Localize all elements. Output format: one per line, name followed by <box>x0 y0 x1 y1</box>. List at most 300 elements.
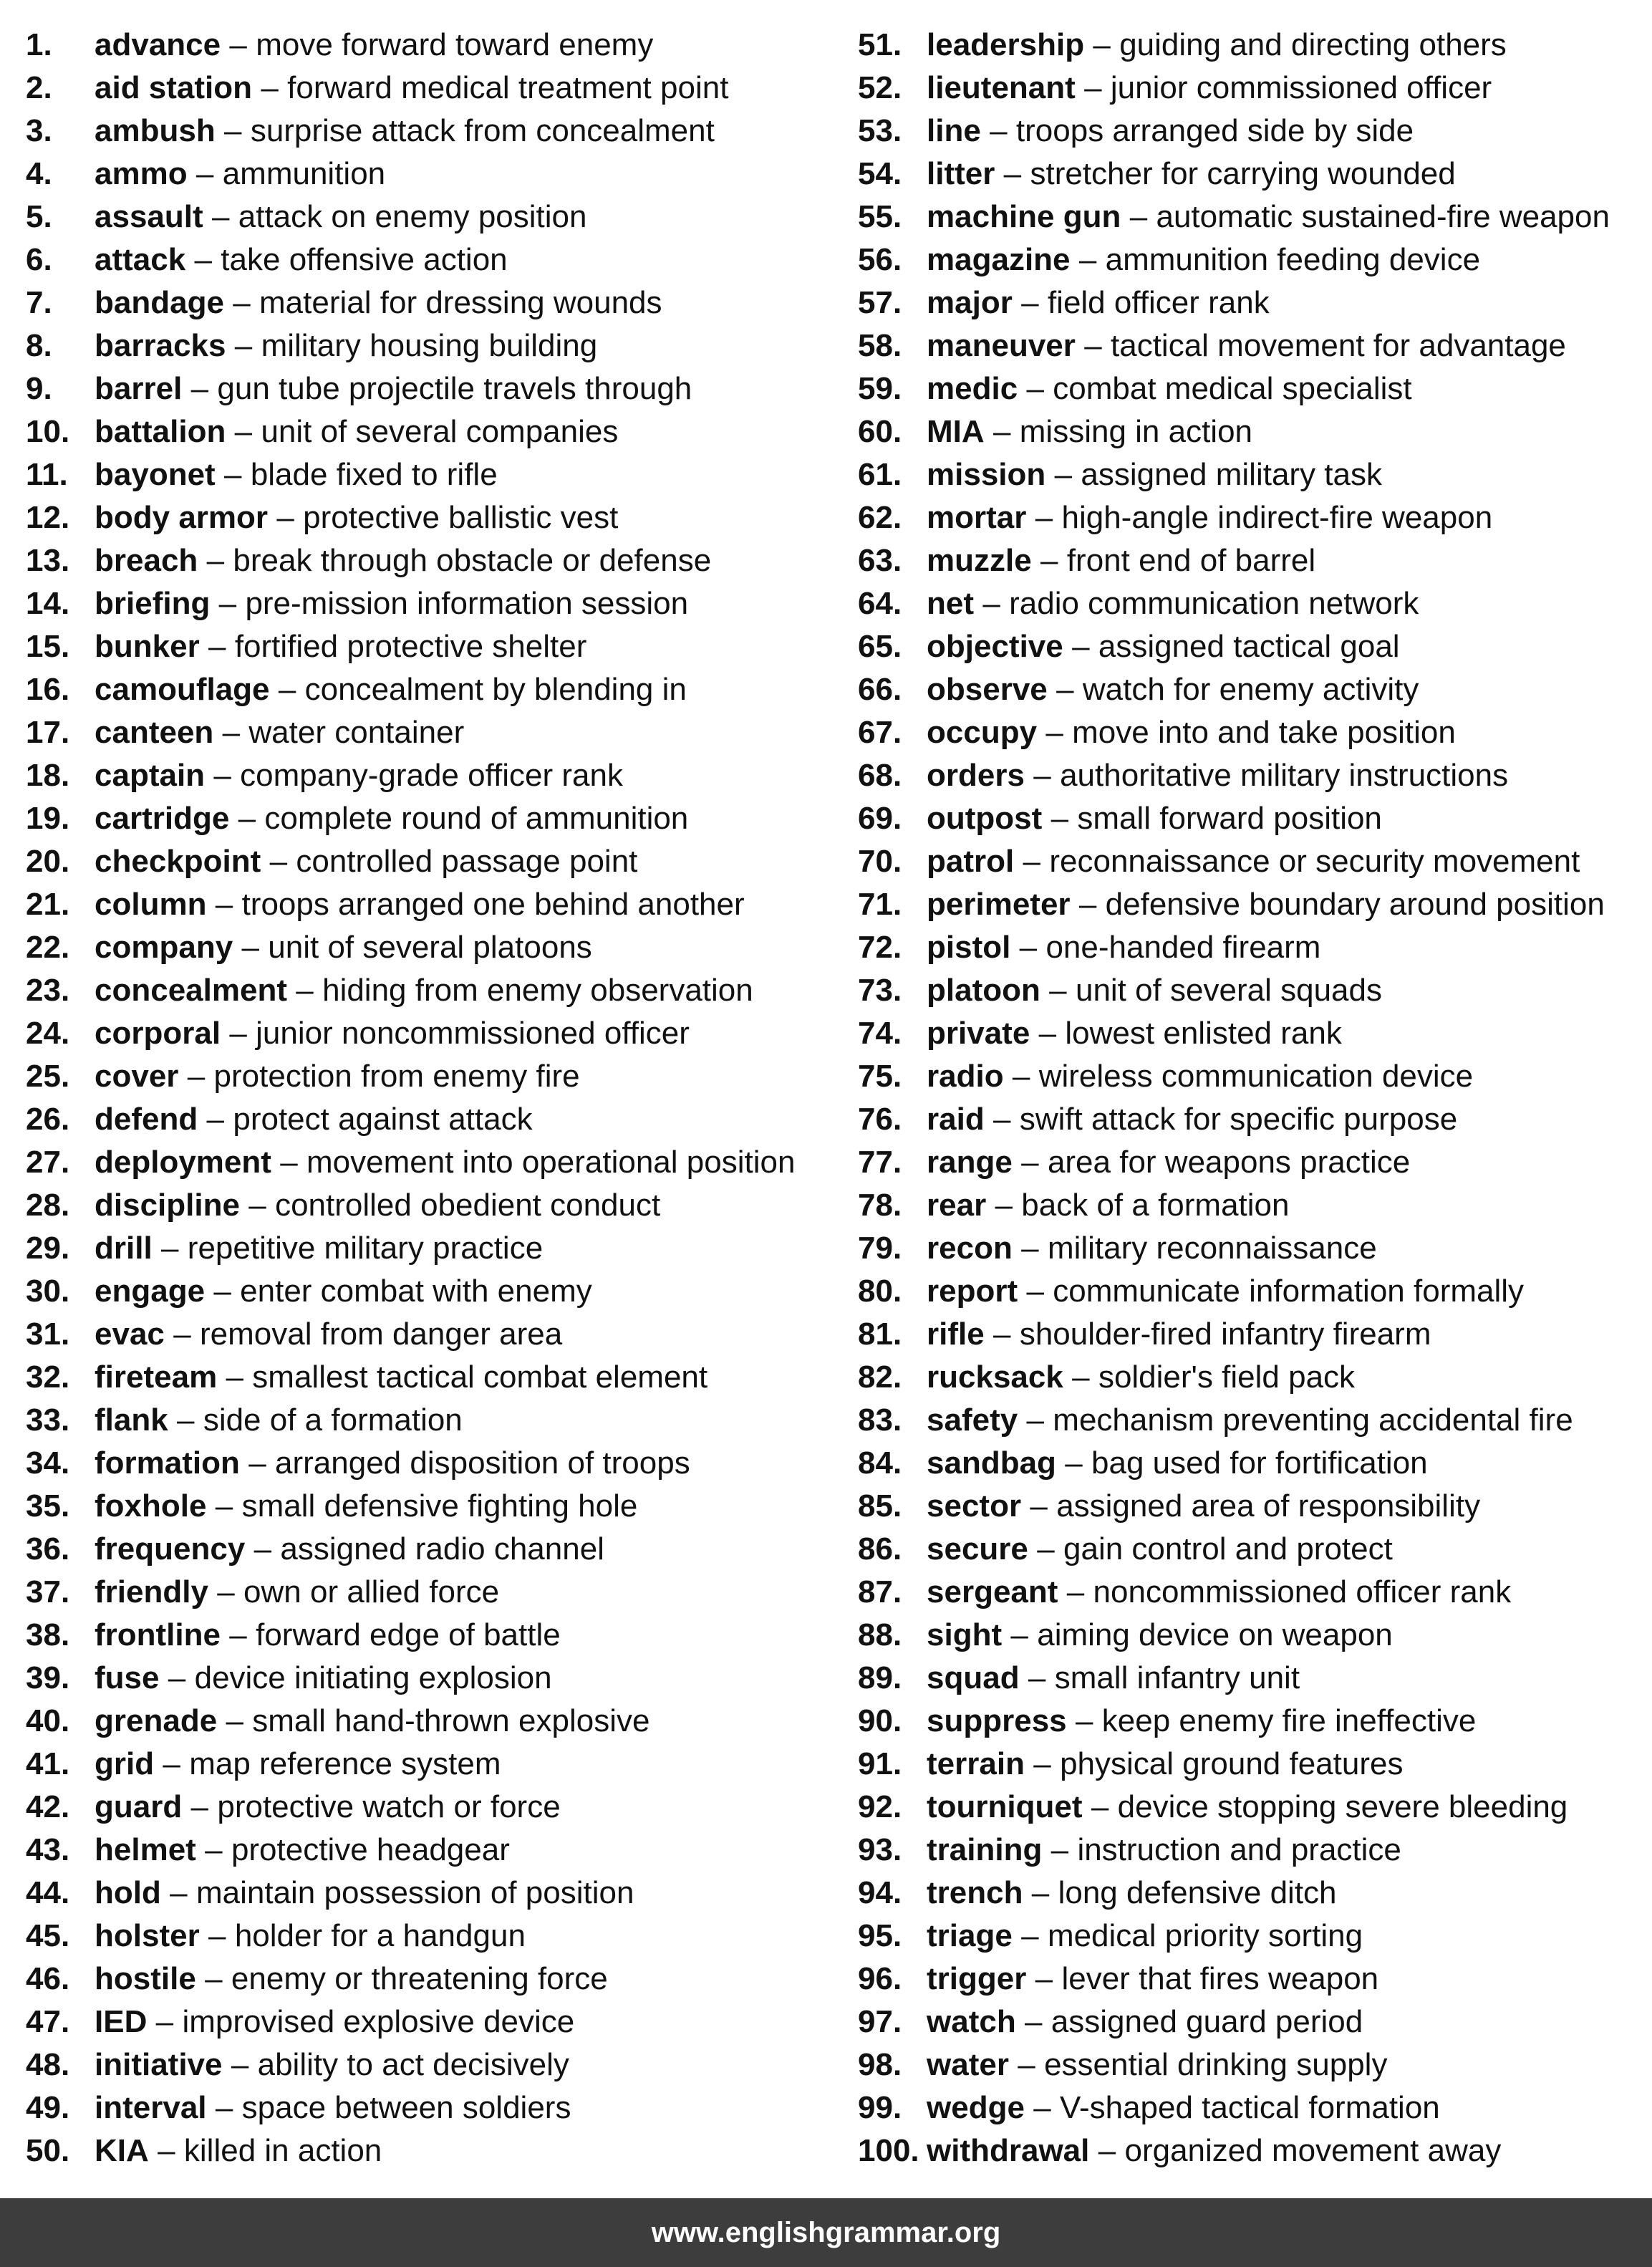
item-term: pistol <box>927 930 1011 965</box>
item-definition: high-angle indirect-fire weapon <box>1061 500 1493 535</box>
item-term: concealment <box>95 973 287 1008</box>
item-number: 58. <box>858 328 902 363</box>
item-number: 51. <box>858 27 902 62</box>
item-definition: junior commissioned officer <box>1110 70 1492 105</box>
list-item <box>26 2129 842 2172</box>
list-item <box>26 1012 842 1055</box>
list-item <box>858 324 1646 367</box>
item-separator: – <box>177 1402 195 1438</box>
item-definition: troops arranged side by side <box>1015 113 1414 148</box>
item-separator: – <box>1078 887 1097 922</box>
list-item <box>26 926 842 969</box>
list-item <box>858 883 1646 926</box>
item-definition: device stopping severe bleeding <box>1117 1789 1568 1824</box>
item-number: 59. <box>858 371 902 406</box>
item-separator: – <box>1091 1789 1109 1824</box>
item-number: 49. <box>26 2090 70 2125</box>
item-separator: – <box>1075 1703 1093 1738</box>
item-definition: reconnaissance or security movement <box>1049 844 1580 879</box>
item-term: advance <box>95 27 221 62</box>
item-number: 43. <box>26 1832 70 1867</box>
item-separator: – <box>248 1445 266 1481</box>
item-term: mortar <box>927 500 1027 535</box>
item-term: magazine <box>927 242 1071 277</box>
item-number: 67. <box>858 715 902 750</box>
item-definition: enter combat with enemy <box>240 1274 592 1309</box>
item-term: captain <box>95 758 206 793</box>
list-item <box>858 153 1646 196</box>
item-definition: authoritative military instructions <box>1060 758 1509 793</box>
item-definition: protective ballistic vest <box>303 500 619 535</box>
list-item <box>858 1614 1646 1657</box>
item-separator: – <box>222 715 241 750</box>
item-definition: medical priority sorting <box>1047 1918 1363 1953</box>
item-definition: fortified protective shelter <box>234 629 587 664</box>
footer-website-link[interactable]: www.englishgrammar.org <box>651 2216 1001 2248</box>
item-term: fuse <box>95 1660 160 1695</box>
list-item <box>858 1958 1646 2001</box>
item-definition: concealment by blending in <box>304 672 687 707</box>
item-separator: – <box>995 1188 1013 1223</box>
item-definition: bag used for fortification <box>1091 1445 1428 1481</box>
item-term: hostile <box>95 1961 196 1996</box>
list-item <box>26 2001 842 2044</box>
item-term: trench <box>927 1875 1023 1910</box>
item-separator: – <box>241 930 259 965</box>
list-item <box>26 1442 842 1485</box>
item-term: body armor <box>95 500 269 535</box>
item-definition: essential drinking supply <box>1044 2047 1388 2082</box>
item-term: lieutenant <box>927 70 1076 105</box>
item-separator: – <box>993 1317 1011 1352</box>
item-separator: – <box>205 1832 223 1867</box>
item-number: 50. <box>26 2133 70 2168</box>
list-item <box>26 1528 842 1571</box>
item-term: maneuver <box>927 328 1076 363</box>
list-item <box>858 1485 1646 1528</box>
list-item <box>26 67 842 110</box>
list-item <box>858 840 1646 883</box>
item-separator: – <box>1021 1231 1039 1266</box>
item-separator: – <box>1026 371 1044 406</box>
item-separator: – <box>248 1188 266 1223</box>
item-number: 71. <box>858 887 902 922</box>
list-item <box>26 453 842 496</box>
item-definition: ammunition <box>222 156 386 191</box>
item-number: 76. <box>858 1102 902 1137</box>
item-separator: – <box>1023 844 1041 879</box>
item-term: sandbag <box>927 1445 1056 1481</box>
item-term: report <box>927 1274 1018 1309</box>
list-item <box>26 1829 842 1872</box>
item-term: training <box>927 1832 1043 1867</box>
item-separator: – <box>1033 2090 1051 2125</box>
item-definition: aiming device on weapon <box>1037 1617 1393 1652</box>
item-definition: missing in action <box>1019 414 1253 449</box>
list-item <box>858 1399 1646 1442</box>
item-term: frontline <box>95 1617 221 1652</box>
item-separator: – <box>205 1961 223 1996</box>
item-number: 20. <box>26 844 70 879</box>
list-item <box>26 1141 842 1184</box>
item-definition: break through obstacle or defense <box>233 543 712 578</box>
item-number: 66. <box>858 672 902 707</box>
item-term: IED <box>95 2004 148 2039</box>
item-definition: wireless communication device <box>1038 1059 1474 1094</box>
item-number: 84. <box>858 1445 902 1481</box>
item-number: 96. <box>858 1961 902 1996</box>
item-term: watch <box>927 2004 1016 2039</box>
item-definition: attack on enemy position <box>238 199 587 234</box>
list-item <box>858 453 1646 496</box>
item-definition: own or allied force <box>243 1574 500 1609</box>
item-separator: – <box>992 414 1011 449</box>
item-term: outpost <box>927 801 1043 836</box>
item-separator: – <box>213 758 231 793</box>
item-term: column <box>95 887 207 922</box>
item-number: 93. <box>858 1832 902 1867</box>
item-term: bandage <box>95 285 224 320</box>
item-term: sight <box>927 1617 1003 1652</box>
list-item <box>858 1528 1646 1571</box>
list-item <box>858 2129 1646 2172</box>
item-number: 94. <box>858 1875 902 1910</box>
item-term: wedge <box>927 2090 1025 2125</box>
item-definition: small hand-thrown explosive <box>252 1703 650 1738</box>
item-number: 26. <box>26 1102 70 1137</box>
item-term: helmet <box>95 1832 196 1867</box>
list-item <box>26 883 842 926</box>
item-separator: – <box>1045 715 1063 750</box>
item-number: 37. <box>26 1574 70 1609</box>
list-item <box>858 1141 1646 1184</box>
list-item <box>858 281 1646 324</box>
item-number: 55. <box>858 199 902 234</box>
item-separator: – <box>1028 1660 1046 1695</box>
item-term: range <box>927 1145 1013 1180</box>
item-separator: – <box>234 414 253 449</box>
item-term: occupy <box>927 715 1038 750</box>
item-definition: map reference system <box>189 1746 501 1781</box>
item-term: medic <box>927 371 1018 406</box>
item-definition: complete round of ammunition <box>264 801 689 836</box>
list-item <box>26 110 842 153</box>
item-definition: move into and take position <box>1072 715 1456 750</box>
item-separator: – <box>278 672 296 707</box>
item-term: formation <box>95 1445 240 1481</box>
item-separator: – <box>1072 629 1090 664</box>
item-separator: – <box>1065 1445 1083 1481</box>
item-number: 54. <box>858 156 902 191</box>
item-term: defend <box>95 1102 198 1137</box>
list-item <box>26 1614 842 1657</box>
item-definition: assigned area of responsibility <box>1056 1488 1481 1524</box>
item-separator: – <box>168 1660 186 1695</box>
list-item <box>858 367 1646 410</box>
item-number: 31. <box>26 1317 70 1352</box>
item-number: 99. <box>858 2090 902 2125</box>
item-definition: unit of several companies <box>261 414 619 449</box>
item-term: evac <box>95 1317 165 1352</box>
item-term: friendly <box>95 1574 208 1609</box>
item-definition: V-shaped tactical formation <box>1060 2090 1440 2125</box>
item-definition: company-grade officer rank <box>240 758 623 793</box>
item-definition: radio communication network <box>1009 586 1419 621</box>
item-number: 48. <box>26 2047 70 2082</box>
item-term: tourniquet <box>927 1789 1083 1824</box>
item-term: safety <box>927 1402 1018 1438</box>
list-item <box>26 625 842 668</box>
item-separator: – <box>1072 1359 1090 1395</box>
item-number: 75. <box>858 1059 902 1094</box>
list-item <box>26 24 842 67</box>
item-definition: protect against attack <box>233 1102 533 1137</box>
item-term: rifle <box>927 1317 985 1352</box>
item-definition: hiding from enemy observation <box>322 973 753 1008</box>
item-term: muzzle <box>927 543 1032 578</box>
list-item <box>858 2044 1646 2086</box>
item-definition: assigned guard period <box>1050 2004 1363 2039</box>
item-separator: – <box>229 1016 247 1051</box>
item-number: 61. <box>858 457 902 492</box>
item-number: 7. <box>26 285 52 320</box>
item-definition: arranged disposition of troops <box>275 1445 690 1481</box>
list-item <box>26 1227 842 1270</box>
item-separator: – <box>233 285 251 320</box>
list-item <box>858 1055 1646 1098</box>
item-number: 78. <box>858 1188 902 1223</box>
item-number: 89. <box>858 1660 902 1695</box>
list-item <box>26 1700 842 1743</box>
item-definition: small infantry unit <box>1054 1660 1300 1695</box>
item-separator: – <box>1050 801 1069 836</box>
list-item <box>26 668 842 711</box>
item-separator: – <box>194 242 212 277</box>
item-term: barrel <box>95 371 183 406</box>
item-number: 91. <box>858 1746 902 1781</box>
item-number: 57. <box>858 285 902 320</box>
list-item <box>26 754 842 797</box>
item-definition: controlled passage point <box>296 844 638 879</box>
item-number: 28. <box>26 1188 70 1223</box>
item-number: 60. <box>858 414 902 449</box>
list-item <box>26 539 842 582</box>
item-term: flank <box>95 1402 168 1438</box>
item-definition: assigned radio channel <box>280 1531 604 1566</box>
list-item <box>858 1270 1646 1313</box>
item-term: KIA <box>95 2133 149 2168</box>
item-number: 92. <box>858 1789 902 1824</box>
item-separator: – <box>234 328 253 363</box>
item-number: 63. <box>858 543 902 578</box>
item-separator: – <box>261 70 279 105</box>
item-separator: – <box>982 586 1000 621</box>
item-number: 38. <box>26 1617 70 1652</box>
list-item <box>26 1872 842 1915</box>
item-term: sergeant <box>927 1574 1058 1609</box>
item-definition: removal from danger area <box>200 1317 563 1352</box>
item-definition: protective headgear <box>231 1832 510 1867</box>
item-number: 56. <box>858 242 902 277</box>
item-definition: lever that fires weapon <box>1061 1961 1379 1996</box>
item-definition: assigned military task <box>1081 457 1382 492</box>
item-definition: defensive boundary around position <box>1105 887 1605 922</box>
item-term: sector <box>927 1488 1022 1524</box>
item-definition: soldier's field pack <box>1098 1359 1356 1395</box>
item-definition: pre-mission information session <box>245 586 689 621</box>
item-separator: – <box>1056 672 1074 707</box>
item-term: objective <box>927 629 1063 664</box>
item-number: 25. <box>26 1059 70 1094</box>
list-item <box>26 1270 842 1313</box>
item-separator: – <box>208 1918 226 1953</box>
item-number: 32. <box>26 1359 70 1395</box>
item-separator: – <box>1012 1059 1030 1094</box>
item-separator: – <box>229 27 247 62</box>
item-definition: shoulder-fired infantry firearm <box>1019 1317 1431 1352</box>
item-separator: – <box>1054 457 1073 492</box>
list-item <box>858 1700 1646 1743</box>
item-term: foxhole <box>95 1488 207 1524</box>
item-separator: – <box>224 113 242 148</box>
item-number: 90. <box>858 1703 902 1738</box>
item-separator: – <box>1035 1961 1053 1996</box>
list-item <box>26 1915 842 1958</box>
item-term: MIA <box>927 414 985 449</box>
item-separator: – <box>1038 1016 1057 1051</box>
item-number: 5. <box>26 199 52 234</box>
item-number: 36. <box>26 1531 70 1566</box>
item-number: 81. <box>858 1317 902 1352</box>
item-term: net <box>927 586 974 621</box>
list-item <box>26 582 842 625</box>
item-separator: – <box>253 1531 272 1566</box>
item-separator: – <box>215 1488 233 1524</box>
item-definition: move forward toward enemy <box>256 27 654 62</box>
item-number: 70. <box>858 844 902 879</box>
item-separator: – <box>1021 1918 1039 1953</box>
item-definition: back of a formation <box>1021 1188 1290 1223</box>
item-number: 2. <box>26 70 52 105</box>
list-item <box>858 1184 1646 1227</box>
item-term: breach <box>95 543 198 578</box>
list-item <box>858 110 1646 153</box>
list-item <box>858 410 1646 453</box>
item-definition: junior noncommissioned officer <box>256 1016 690 1051</box>
item-term: barracks <box>95 328 226 363</box>
item-number: 21. <box>26 887 70 922</box>
item-number: 95. <box>858 1918 902 1953</box>
item-term: frequency <box>95 1531 246 1566</box>
left-column <box>26 24 842 2172</box>
item-number: 16. <box>26 672 70 707</box>
item-definition: combat medical specialist <box>1053 371 1412 406</box>
item-number: 29. <box>26 1231 70 1266</box>
item-number: 10. <box>26 414 70 449</box>
item-separator: – <box>1019 930 1038 965</box>
item-separator: – <box>213 1274 231 1309</box>
list-item <box>858 582 1646 625</box>
item-term: rucksack <box>927 1359 1063 1395</box>
item-number: 13. <box>26 543 70 578</box>
list-item <box>26 840 842 883</box>
item-term: raid <box>927 1102 985 1137</box>
footer-bar <box>0 2198 1652 2267</box>
item-number: 77. <box>858 1145 902 1180</box>
list-item <box>26 969 842 1012</box>
item-definition: protection from enemy fire <box>213 1059 580 1094</box>
item-definition: holder for a handgun <box>234 1918 526 1953</box>
item-separator: – <box>1021 285 1039 320</box>
item-number: 30. <box>26 1274 70 1309</box>
item-definition: physical ground features <box>1060 1746 1404 1781</box>
item-term: patrol <box>927 844 1015 879</box>
item-separator: – <box>173 1317 191 1352</box>
item-separator: – <box>280 1145 298 1180</box>
item-separator: – <box>1040 543 1058 578</box>
item-number: 23. <box>26 973 70 1008</box>
list-item <box>858 196 1646 239</box>
item-separator: – <box>206 543 225 578</box>
item-term: radio <box>927 1059 1004 1094</box>
list-item <box>26 1786 842 1829</box>
item-term: cartridge <box>95 801 230 836</box>
item-term: camouflage <box>95 672 270 707</box>
list-item <box>858 797 1646 840</box>
item-term: ambush <box>95 113 216 148</box>
list-item <box>858 2001 1646 2044</box>
item-term: checkpoint <box>95 844 261 879</box>
item-term: litter <box>927 156 995 191</box>
item-definition: one-handed firearm <box>1045 930 1321 965</box>
item-separator: – <box>187 1059 206 1094</box>
list-item <box>26 1184 842 1227</box>
list-item <box>26 2044 842 2086</box>
item-term: trigger <box>927 1961 1027 1996</box>
item-number: 87. <box>858 1574 902 1609</box>
item-number: 52. <box>858 70 902 105</box>
item-definition: communicate information formally <box>1053 1274 1525 1309</box>
item-number: 41. <box>26 1746 70 1781</box>
item-term: perimeter <box>927 887 1071 922</box>
list-item <box>858 1829 1646 1872</box>
item-separator: – <box>296 973 314 1008</box>
item-separator: – <box>1021 1145 1039 1180</box>
item-number: 15. <box>26 629 70 664</box>
item-term: mission <box>927 457 1046 492</box>
item-number: 22. <box>26 930 70 965</box>
item-separator: – <box>1098 2133 1116 2168</box>
item-term: bunker <box>95 629 200 664</box>
list-item <box>858 926 1646 969</box>
item-separator: – <box>163 1746 180 1781</box>
item-separator: – <box>155 2004 174 2039</box>
item-definition: swift attack for specific purpose <box>1019 1102 1458 1137</box>
item-term: leadership <box>927 27 1085 62</box>
item-number: 80. <box>858 1274 902 1309</box>
list-item <box>858 668 1646 711</box>
item-definition: area for weapons practice <box>1047 1145 1411 1180</box>
item-definition: water container <box>248 715 465 750</box>
list-item <box>26 1657 842 1700</box>
list-item <box>26 1571 842 1614</box>
item-term: private <box>927 1016 1030 1051</box>
item-number: 53. <box>858 113 902 148</box>
item-separator: – <box>1035 500 1053 535</box>
item-definition: protective watch or force <box>217 1789 561 1824</box>
item-number: 98. <box>858 2047 902 2082</box>
list-item <box>26 1356 842 1399</box>
